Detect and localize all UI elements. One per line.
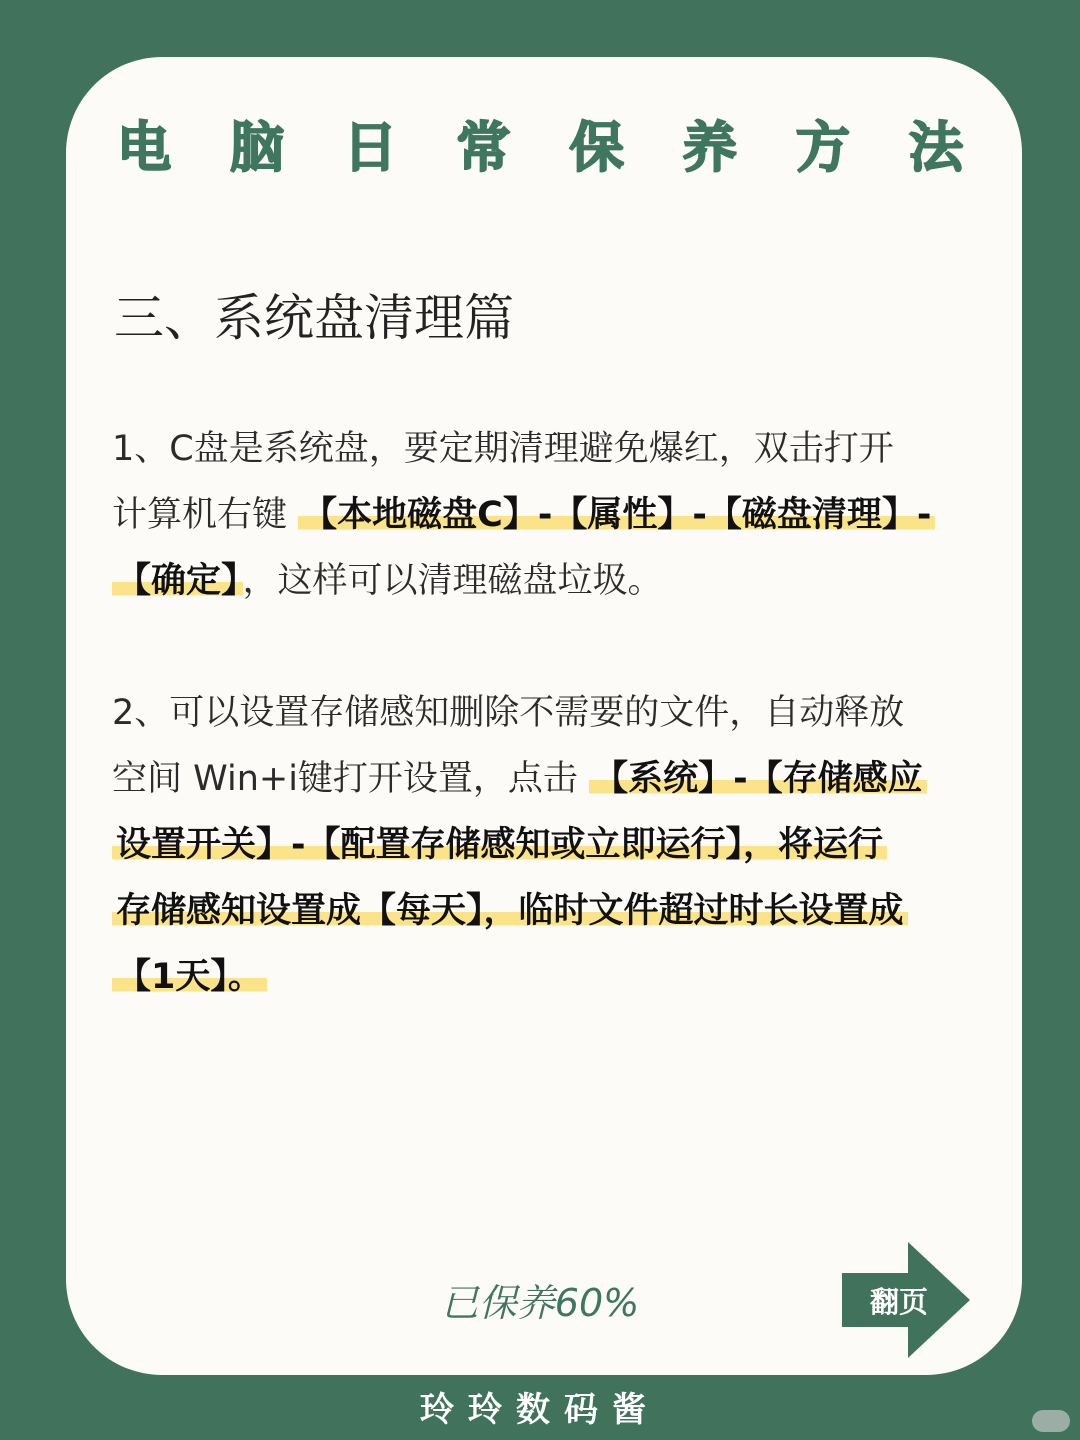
title-char: 脑 [230, 115, 285, 179]
paragraph-text: ，这样可以清理磁盘垃圾。 [242, 561, 663, 601]
highlighted-text: 【确定】 [112, 561, 243, 601]
next-page-button[interactable] [842, 1242, 970, 1358]
paragraph-line [112, 482, 972, 548]
title-char: 养 [682, 115, 737, 179]
title-char: 日 [343, 115, 398, 179]
highlighted-text: 【系统】-【存储感应 [589, 759, 927, 799]
paragraph-text: 计算机右键 [112, 495, 288, 535]
page-title [112, 108, 968, 178]
paragraph-text: 1、C盘是系统盘，要定期清理避免爆红，双击打开 [112, 429, 894, 469]
paragraph-line [112, 548, 972, 614]
watermark-badge [1032, 1410, 1070, 1432]
title-char: 法 [908, 115, 963, 179]
paragraph-line [112, 878, 972, 944]
highlighted-text: 【本地磁盘C】-【属性】-【磁盘清理】- [298, 495, 935, 535]
paragraph-line [112, 416, 972, 482]
paragraph-line [112, 944, 972, 1010]
paragraph-line [112, 746, 972, 812]
footer-signature: 玲玲数码酱 [420, 1390, 660, 1430]
highlighted-text: 存储感知设置成【每天】，临时文件超过时长设置成 [112, 891, 908, 931]
section-title: 三、系统盘清理篇 [114, 289, 514, 347]
tip-paragraph-2 [112, 680, 972, 1010]
tip-paragraph-1 [112, 416, 972, 614]
title-char: 常 [456, 115, 511, 179]
title-char: 电 [117, 115, 171, 179]
paragraph-text: 空间 Win+i键打开设置，点击 [112, 759, 578, 799]
highlighted-text: 设置开关】-【配置存储感知或立即运行】，将运行 [112, 825, 887, 865]
title-char: 方 [795, 115, 850, 179]
paragraph-text: 2、可以设置存储感知删除不需要的文件，自动释放 [112, 693, 905, 733]
progress-text: 已保养60% [440, 1281, 640, 1325]
paragraph-line [112, 680, 972, 746]
title-char: 保 [569, 115, 624, 179]
highlighted-text: 【1天】。 [112, 957, 267, 997]
next-page-label: 翻页 [869, 1285, 928, 1319]
paragraph-line [112, 812, 972, 878]
